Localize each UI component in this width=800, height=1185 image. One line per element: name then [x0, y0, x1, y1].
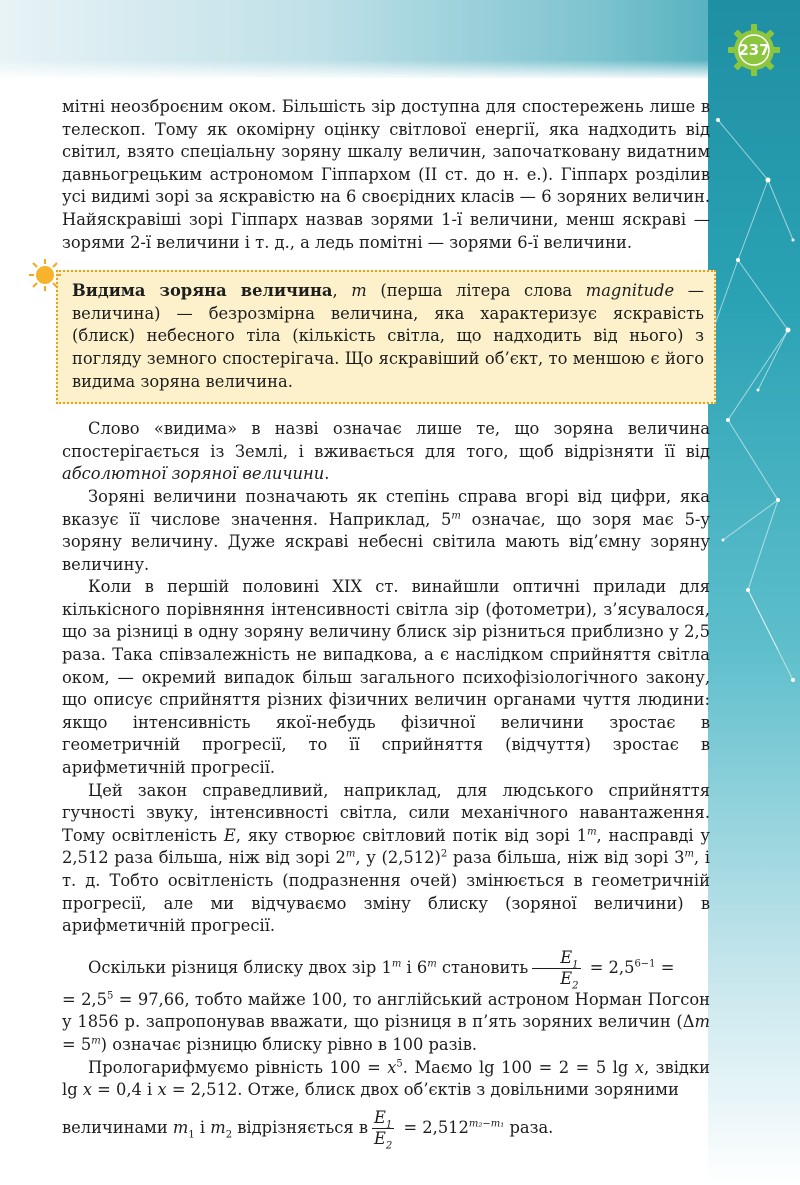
math-symbol: x [634, 1057, 644, 1077]
text-span: , у (2,512) [355, 848, 441, 868]
text-span: = 5 [62, 1034, 92, 1054]
superscript: m [345, 848, 356, 860]
math-symbol: x [82, 1080, 92, 1100]
paragraph: мітні неозброєним оком. Більшість зір доступна для спостережень лише в телескоп. Тому як окомірну оцінку світлової енергії, яка надходить від світил, взято спеціальну зоряну шкалу величин, започатковану видатним давньогрецьким астрономом Гіппархом (II ст. до н. е.). Гіппарх розділив усі видимі зорі за яскравістю на 6 своєрідних класів — 6 зоряних величин. Найяскравіші зорі Гіппарх назвав зорями 1-ї величини, менш яскраві — зорями 2-ї величини і т. д., а ледь помітні — зорями 6-ї величини. [62, 97, 710, 252]
text-span: . [324, 464, 330, 484]
superscript: m [587, 826, 597, 838]
text-span: = 97,66, тобто майже 100, то англійський астроном Норман Погсон у 1856 р. запропонував вважати, що різниця в п’ять зоряних величин (Δ [62, 989, 710, 1032]
text-span: і [194, 1117, 211, 1137]
text-span: Оскільки різниця блиску двох зір 1 [88, 957, 392, 977]
text-span: — величина) — безрозмірна величина, яка характеризує яскравість (блиск) небесного тіла (кількість світла, що надходить від нього) з погляду земного спостерігача. Що яскравіший об’єкт, то меншою є його видима зоряна величина. [72, 281, 705, 391]
subscript: 1 [188, 1129, 195, 1140]
italic-word: magnitude [585, 281, 675, 301]
text-span: становить [436, 957, 529, 977]
text-span: = [655, 957, 675, 977]
text-span: = 2,512. Отже, блиск двох об’єктів з довільними зоряними [166, 1080, 679, 1100]
page-body [62, 96, 710, 1149]
paragraph [62, 947, 710, 992]
math-symbol: m [351, 281, 367, 301]
subscript: 2 [572, 980, 579, 992]
text-span: раза. [504, 1117, 554, 1137]
superscript: m [451, 510, 461, 522]
text-span: = 0,4 і [92, 1080, 158, 1100]
paragraph [62, 418, 710, 486]
text-span: означає, що зоря має 5-у зоряну величину. Дуже яскраві небесні світила мають від’ємну зоряну величину. [62, 509, 711, 574]
italic-term: абсолютної зоряної величини [62, 464, 325, 484]
text-span: величинами [62, 1117, 173, 1137]
text-span: , насправді у 2,512 раза більша, ніж від зорі 2 [62, 825, 710, 868]
text-span: Слово «видима» в назві означає лише те, що зоряна величина спостерігається із Землі, і вживається для того, щоб відрізняти її від [62, 419, 710, 461]
fraction-numerator: E [560, 947, 573, 967]
paragraph: Коли в першій половині XIX ст. винайшли оптичні прилади для кількісного порівняння інтенсивності світла зір (фотометри), з’ясувалося, що за різниці в одну зоряну величину блиск зір різниться приблизно у 2,5 раза. Така співзалежність не випадкова, а є наслідком сприйняття світла оком, — окремий випадок більш загального психофізіологічного закону, що описує сприйняття різних фізичних величин органами чуття людини: якщо інтенсивність якої-небудь фізичної величини зростає в геометричній прогресії, то її сприйняття (відчуття) зростає в арифметичній прогресії. [62, 577, 710, 778]
math-symbol: m [210, 1117, 226, 1137]
definition-box [56, 270, 716, 404]
text-span: відрізняється в [232, 1117, 369, 1137]
text-span: , яку створює світловий потік від зорі 1 [235, 825, 588, 845]
text-span: = 2,5 [584, 957, 635, 977]
sun-icon [28, 258, 62, 292]
subscript: 2 [225, 1129, 233, 1140]
definition-text [72, 280, 704, 393]
text-span: і 6 [401, 957, 428, 977]
page-number-badge [726, 22, 782, 78]
text-span: Зоряні величини позначають як степінь справа вгорі від цифри, яка вказує її числове значення. Наприклад, 5 [62, 486, 710, 529]
text-span: , і т. д. Тобто освітленість (подразнення очей) змінюється в геометричній прогресії, але ми відчуваємо зміну блиску (зоряної величини) в арифметичній прогресії. [62, 848, 711, 936]
superscript: 6−1 [634, 958, 656, 970]
superscript: m [91, 1035, 101, 1047]
text-span: , [332, 281, 352, 301]
text-span: Цей закон справедливий, наприклад, для людського сприйняття гучності звуку, інтенсивності світла, сили механічного навантаження. Тому освітленість [62, 780, 710, 845]
paragraph [62, 989, 710, 1057]
math-symbol: x [387, 1057, 397, 1077]
subscript: 2 [385, 1140, 393, 1151]
math-symbol: m [694, 1012, 710, 1032]
fraction-denominator: E [374, 1128, 386, 1148]
paragraph [62, 1057, 710, 1102]
text-span: , звідки lg [62, 1057, 710, 1100]
paragraph [62, 486, 710, 576]
math-symbol: E [223, 825, 236, 845]
fraction [532, 947, 580, 992]
math-symbol: x [157, 1080, 167, 1100]
text-span: ) означає різницю блиску рівно в 100 разів. [100, 1034, 478, 1054]
text-span: Прологарифмуємо рівність 100 = [88, 1057, 388, 1077]
text-span: = 2,512 [398, 1117, 469, 1137]
text-span: = 2,5 [62, 989, 107, 1009]
text-span: . Маємо lg 100 = 2 = 5 lg [402, 1057, 635, 1077]
header-band [0, 0, 800, 78]
superscript: 2 [440, 848, 448, 860]
definition-term: Видима зоряна величина [72, 281, 333, 301]
superscript: m₂−m₁ [468, 1118, 505, 1130]
math-symbol: m [172, 1117, 189, 1137]
fraction-denominator: E [560, 968, 573, 988]
superscript: 5 [396, 1058, 403, 1070]
decorative-side-band [708, 0, 800, 1185]
text-span: (перша літера слова [366, 281, 586, 301]
paragraph [62, 1108, 710, 1149]
page-number: 237 [738, 41, 770, 59]
subscript: 1 [385, 1119, 393, 1130]
constellation-decoration-icon [708, 0, 800, 1185]
fraction [372, 1108, 394, 1149]
superscript: m [684, 848, 694, 860]
subscript: 1 [572, 959, 579, 971]
superscript: 5 [106, 990, 114, 1002]
fraction-numerator: E [374, 1107, 386, 1127]
superscript: m [391, 958, 402, 970]
text-span: раза більша, ніж від зорі 3 [447, 848, 685, 868]
paragraph [62, 780, 710, 938]
superscript: m [427, 958, 437, 970]
